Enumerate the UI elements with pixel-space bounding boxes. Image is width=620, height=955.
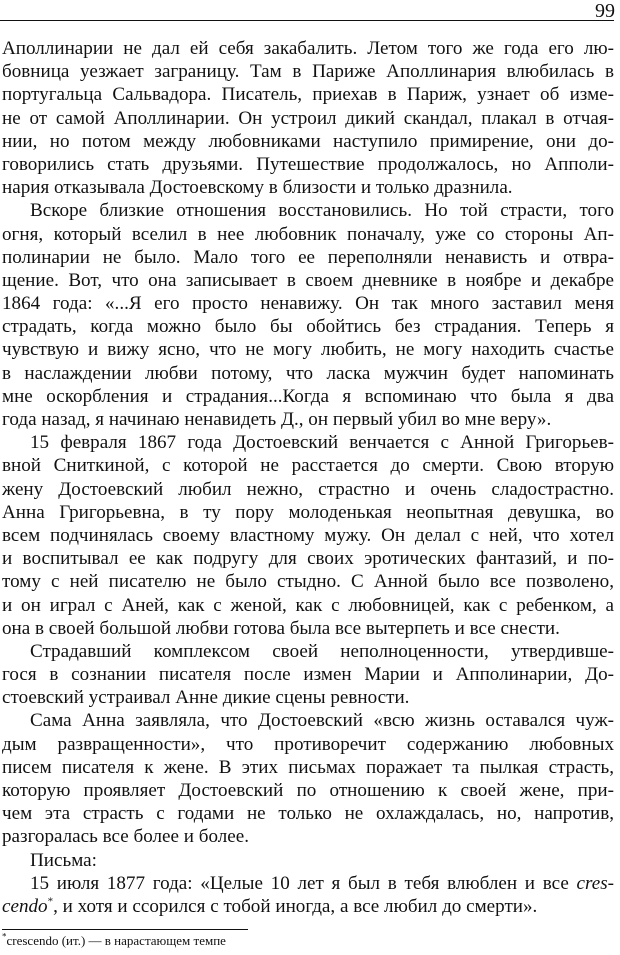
text-line: вной Сниткиной, с которой не расстается до смерти. Свою вторую bbox=[2, 455, 614, 477]
text-line: писем писателя к жене. В этих письмах поражает та пылкая страсть, bbox=[2, 756, 614, 778]
header-rule bbox=[0, 20, 614, 21]
text-line: мне оскорбления и страдания...Когда я вспоминаю что была я два bbox=[2, 385, 614, 407]
text-line: чем эта страсть с годами не только не охлаждалась, но, напротив, bbox=[2, 803, 614, 825]
text-line: всем подчинялась своему властному мужу. Он делал с ней, что хотел bbox=[2, 524, 614, 546]
text-line: которую проявляет Достоевский по отношению к своей жене, при- bbox=[2, 780, 614, 801]
text-line: страдать, когда можно было бы обойтись без страдания. Теперь я bbox=[2, 316, 614, 338]
text-line: 15 февраля 1867 года Достоевский венчается с Анной Григорьев- bbox=[30, 432, 614, 454]
final-line-b-italic: cendo bbox=[2, 895, 48, 917]
text-line: Страдавший комплексом своей неполноценности, утвердивше- bbox=[30, 640, 614, 662]
text-line: португальца Сальвадора. Писатель, приехав в Париж, узнает об изме- bbox=[2, 84, 614, 106]
text-line: бовница уезжает заграницу. Там в Париже Аполлинария влюбилась в bbox=[2, 61, 614, 83]
footnote bbox=[2, 932, 226, 950]
text-line: щение. Вот, что она записывает в своем дневнике в ноябре и декабре bbox=[2, 269, 614, 291]
text-line: чувствую и вижу ясно, что не могу любить, не могу находить счастье bbox=[2, 339, 614, 361]
text-line: в наслаждении любви потому, что ласка мужчин будет напоминать bbox=[2, 362, 614, 384]
footnote-reference-mark: * bbox=[47, 895, 54, 908]
text-line: и воспитывал ее как подругу для своих эротических фантазий, и по- bbox=[2, 548, 614, 570]
footnote-rule bbox=[2, 929, 248, 930]
footnote-text: crescendo (ит.) — в нарастающем темпе bbox=[6, 933, 226, 948]
text-line: стоевский устраивал Анне дикие сцены ревности. bbox=[2, 687, 410, 709]
text-line: Аполлинарии не дал ей себя закабалить. Летом того же года его лю- bbox=[2, 38, 614, 59]
text-line: года назад, я начинаю ненавидеть Д., он первый убил во мне веру». bbox=[2, 409, 552, 430]
final-line-a-text: 15 июля 1877 года: «Целые 10 лет я был в тебя влюблен и все bbox=[30, 872, 577, 894]
text-line: полинарии не было. Мало того ее переполняли ненависть и отвра- bbox=[2, 246, 614, 268]
text-line: тому с ней писателю не было стыдно. С Анной было все позволено, bbox=[2, 571, 614, 593]
text-line: разгоралась все более и более. bbox=[2, 826, 249, 848]
text-line: не от самой Аполлинарии. Он устроил дикий скандал, плакал в отчая- bbox=[2, 107, 614, 129]
text-line: дым развращенности», что противоречит содержанию любовных bbox=[2, 733, 614, 755]
text-line: Сама Анна заявляла, что Достоевский «всю жизнь оставался чуж- bbox=[30, 710, 614, 732]
text-line: Анна Григорьевна, в ту пору молоденькая неопытная девушка, во bbox=[2, 501, 614, 523]
text-line: нария отказывала Достоевскому в близости и только дразнила. bbox=[2, 177, 513, 199]
text-line: жену Достоевский любил нежно, страстно и очень сладострастно. bbox=[2, 478, 614, 500]
final-line-a-italic: cres- bbox=[576, 872, 614, 894]
body-text bbox=[2, 37, 614, 918]
page-number: 99 bbox=[595, 0, 615, 22]
text-line: 1864 года: «...Я его просто ненавижу. Он так много заставил меня bbox=[2, 293, 614, 315]
text-line: огня, который вселил в нее любовник поначалу, уже со стороны Ап- bbox=[2, 223, 614, 245]
footnote-mark: * bbox=[2, 931, 7, 942]
final-line-b-text: , и хотя и ссорился с тобой иногда, а все любил до смерти». bbox=[53, 895, 538, 917]
text-line: Вскоре близкие отношения восстановились. Но той страсти, того bbox=[30, 200, 614, 222]
text-line: говорились стать друзьями. Путешествие продолжалось, но Апполи- bbox=[2, 153, 614, 175]
text-line-final-b bbox=[2, 895, 614, 918]
text-line-final-a bbox=[2, 872, 614, 895]
text-line: гося в сознании писателя после измен Марии и Апполинарии, До- bbox=[2, 664, 614, 686]
text-line: Письма: bbox=[30, 849, 97, 871]
text-line: и он играл с Аней, как с женой, как с любовницей, как с ребенком, а bbox=[2, 594, 614, 616]
text-line: нии, но потом между любовниками наступило примирение, они до- bbox=[2, 130, 614, 152]
text-line: она в своей большой любви готова была все вытерпеть и все снести. bbox=[2, 617, 560, 639]
